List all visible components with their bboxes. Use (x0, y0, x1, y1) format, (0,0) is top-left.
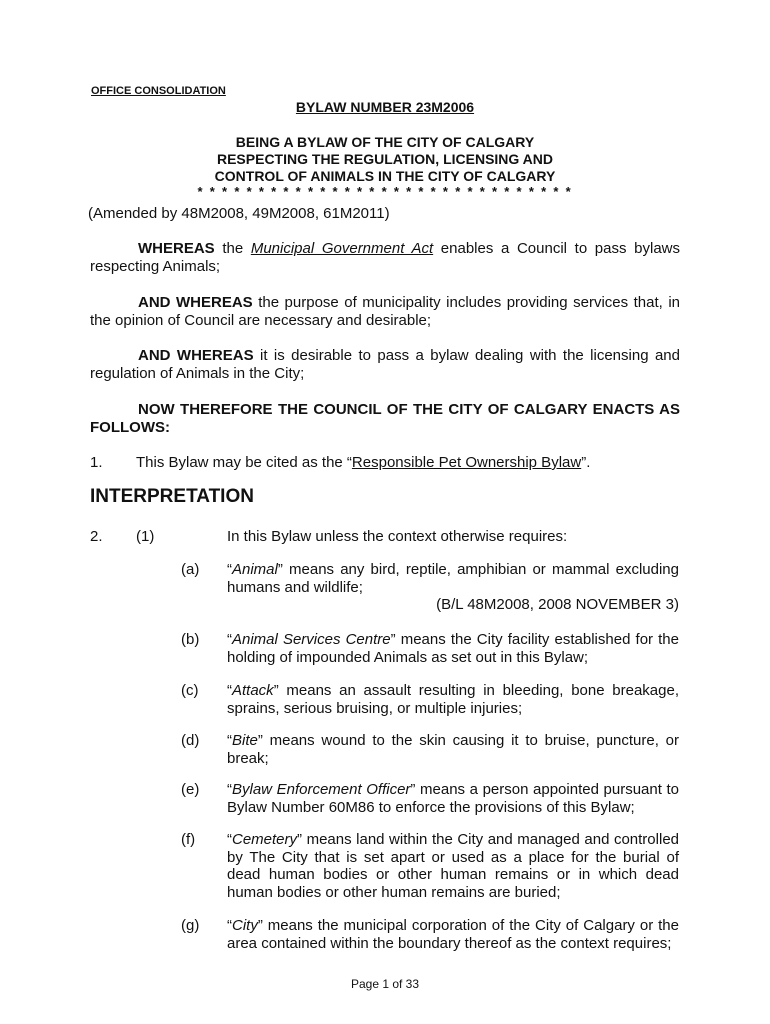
definition-label: (b) (181, 631, 200, 648)
text-fragment: This Bylaw may be cited as the “ (136, 454, 352, 471)
defined-term: Bite (232, 732, 258, 749)
definition-label: (a) (181, 561, 200, 578)
text-line: the opinion of Council are necessary and desirable; (90, 312, 432, 329)
text-line: regulation of Animals in the City; (90, 365, 305, 382)
definition-animal: “Animal” means any bird, reptile, amphibian or mammal excluding humans and wildlife; (227, 561, 679, 596)
and-whereas-label: AND WHEREAS (138, 347, 254, 364)
and-whereas-label: AND WHEREAS (138, 294, 253, 311)
definition-cemetery: “Cemetery” means land within the City and managed and controlled by The City that is set apart or used as a place for the burial of dead human bodies or other human remains or in which dead human bodies or other human remains are buried; (227, 831, 679, 901)
defined-term: Attack (232, 682, 274, 699)
text-line: respecting Animals; (90, 258, 221, 275)
text-fragment: the (214, 240, 251, 257)
definition-label: (e) (181, 781, 200, 798)
defined-term: City (232, 917, 258, 934)
text-line: NOW THEREFORE THE COUNCIL OF THE CITY OF CALGARY ENACTS AS (138, 401, 680, 418)
text-fragment: ”. (581, 454, 591, 471)
text-line: human bodies or other human remains are buried; (227, 883, 561, 901)
enacting-clause (90, 401, 680, 437)
amendment-list: (Amended by 48M2008, 49M2008, 61M2011) (88, 205, 390, 222)
text-fragment: ” means wound to the skin causing it to bruise, puncture, or (257, 732, 679, 749)
text-fragment: ” means the municipal corporation of the City of Calgary or the (257, 917, 679, 934)
text-fragment: ” means a person appointed pursuant to (410, 781, 679, 798)
whereas-label: WHEREAS (138, 240, 215, 257)
bylaw-number: BYLAW NUMBER 23M2006 (295, 99, 475, 115)
whereas-paragraph-3 (90, 347, 680, 383)
definition-bite: “Bite” means wound to the skin causing it to bruise, puncture, or break; (227, 732, 679, 767)
text-line: by The City that is set apart or used as a place for the burial of (227, 848, 679, 866)
definition-label: (g) (181, 917, 200, 934)
text-line: sprains, serious bruising, or multiple injuries; (227, 699, 523, 717)
title-line: BEING A BYLAW OF THE CITY OF CALGARY (235, 134, 535, 150)
definition-label: (c) (181, 682, 199, 699)
defined-term: Animal Services Centre (232, 631, 391, 648)
title-line: CONTROL OF ANIMALS IN THE CITY OF CALGARY (214, 168, 556, 184)
title-line: RESPECTING THE REGULATION, LICENSING AND (216, 151, 553, 167)
amendment-note: (B/L 48M2008, 2008 NOVEMBER 3) (436, 596, 679, 613)
text-fragment: ” means any bird, reptile, amphibian or mammal excluding (277, 561, 679, 578)
definition-bylaw-enforcement-officer: “Bylaw Enforcement Officer” means a person appointed pursuant to Bylaw Number 60M86 to enforce the provisions of this Bylaw; (227, 781, 679, 816)
office-consolidation-label: OFFICE CONSOLIDATION (91, 85, 226, 97)
defined-term: Animal (232, 561, 278, 578)
text-line: area contained within the boundary thereof as the context requires; (227, 934, 672, 952)
text-line: humans and wildlife; (227, 578, 363, 596)
subsection-number: (1) (136, 528, 155, 545)
defined-term: Cemetery (232, 831, 298, 848)
text-line: holding of impounded Animals as set out in this Bylaw; (227, 648, 589, 666)
definition-label: (f) (181, 831, 196, 848)
whereas-paragraph-2 (90, 294, 680, 330)
definition-animal-services-centre: “Animal Services Centre” means the City facility established for the holding of impounded Animals as set out in this Bylaw; (227, 631, 679, 666)
short-title-clause (136, 454, 590, 471)
page-number: Page 1 of 33 (350, 977, 420, 991)
text-line: Bylaw Number 60M86 to enforce the provisions of this Bylaw; (227, 798, 635, 816)
definition-label: (d) (181, 732, 200, 749)
text-fragment: enables a Council to pass bylaws (433, 240, 680, 257)
text-fragment: ” means land within the City and managed and controlled (297, 831, 679, 848)
section-number: 2. (90, 528, 103, 545)
interpretation-intro: In this Bylaw unless the context otherwise requires: (227, 528, 568, 545)
text-fragment: ” means the City facility established for the (390, 631, 679, 648)
section-number: 1. (90, 454, 103, 471)
short-title: Responsible Pet Ownership Bylaw (351, 454, 582, 471)
definition-city: “City” means the municipal corporation of the City of Calgary or the area contained within the boundary thereof as the context requires; (227, 917, 679, 952)
text-fragment: the purpose of municipality includes providing services that, in (252, 294, 680, 311)
star-divider: * * * * * * * * * * * * * * * * * * * * * * * * * * * * * * * (197, 184, 573, 199)
interpretation-heading: INTERPRETATION (90, 486, 254, 507)
defined-term: Bylaw Enforcement Officer (232, 781, 411, 798)
whereas-paragraph-1 (90, 240, 680, 276)
text-line: break; (227, 749, 269, 767)
text-fragment: it is desirable to pass a bylaw dealing with the licensing and (253, 347, 680, 364)
municipal-government-act-link: Municipal Government Act (250, 240, 434, 257)
bylaw-title (0, 134, 770, 185)
text-line: dead human bodies or other human remains or in which dead (227, 866, 679, 883)
text-line: FOLLOWS: (90, 419, 170, 436)
text-fragment: ” means an assault resulting in bleeding, bone breakage, (273, 682, 679, 699)
definition-attack: “Attack” means an assault resulting in bleeding, bone breakage, sprains, serious bruising, or multiple injuries; (227, 682, 679, 717)
